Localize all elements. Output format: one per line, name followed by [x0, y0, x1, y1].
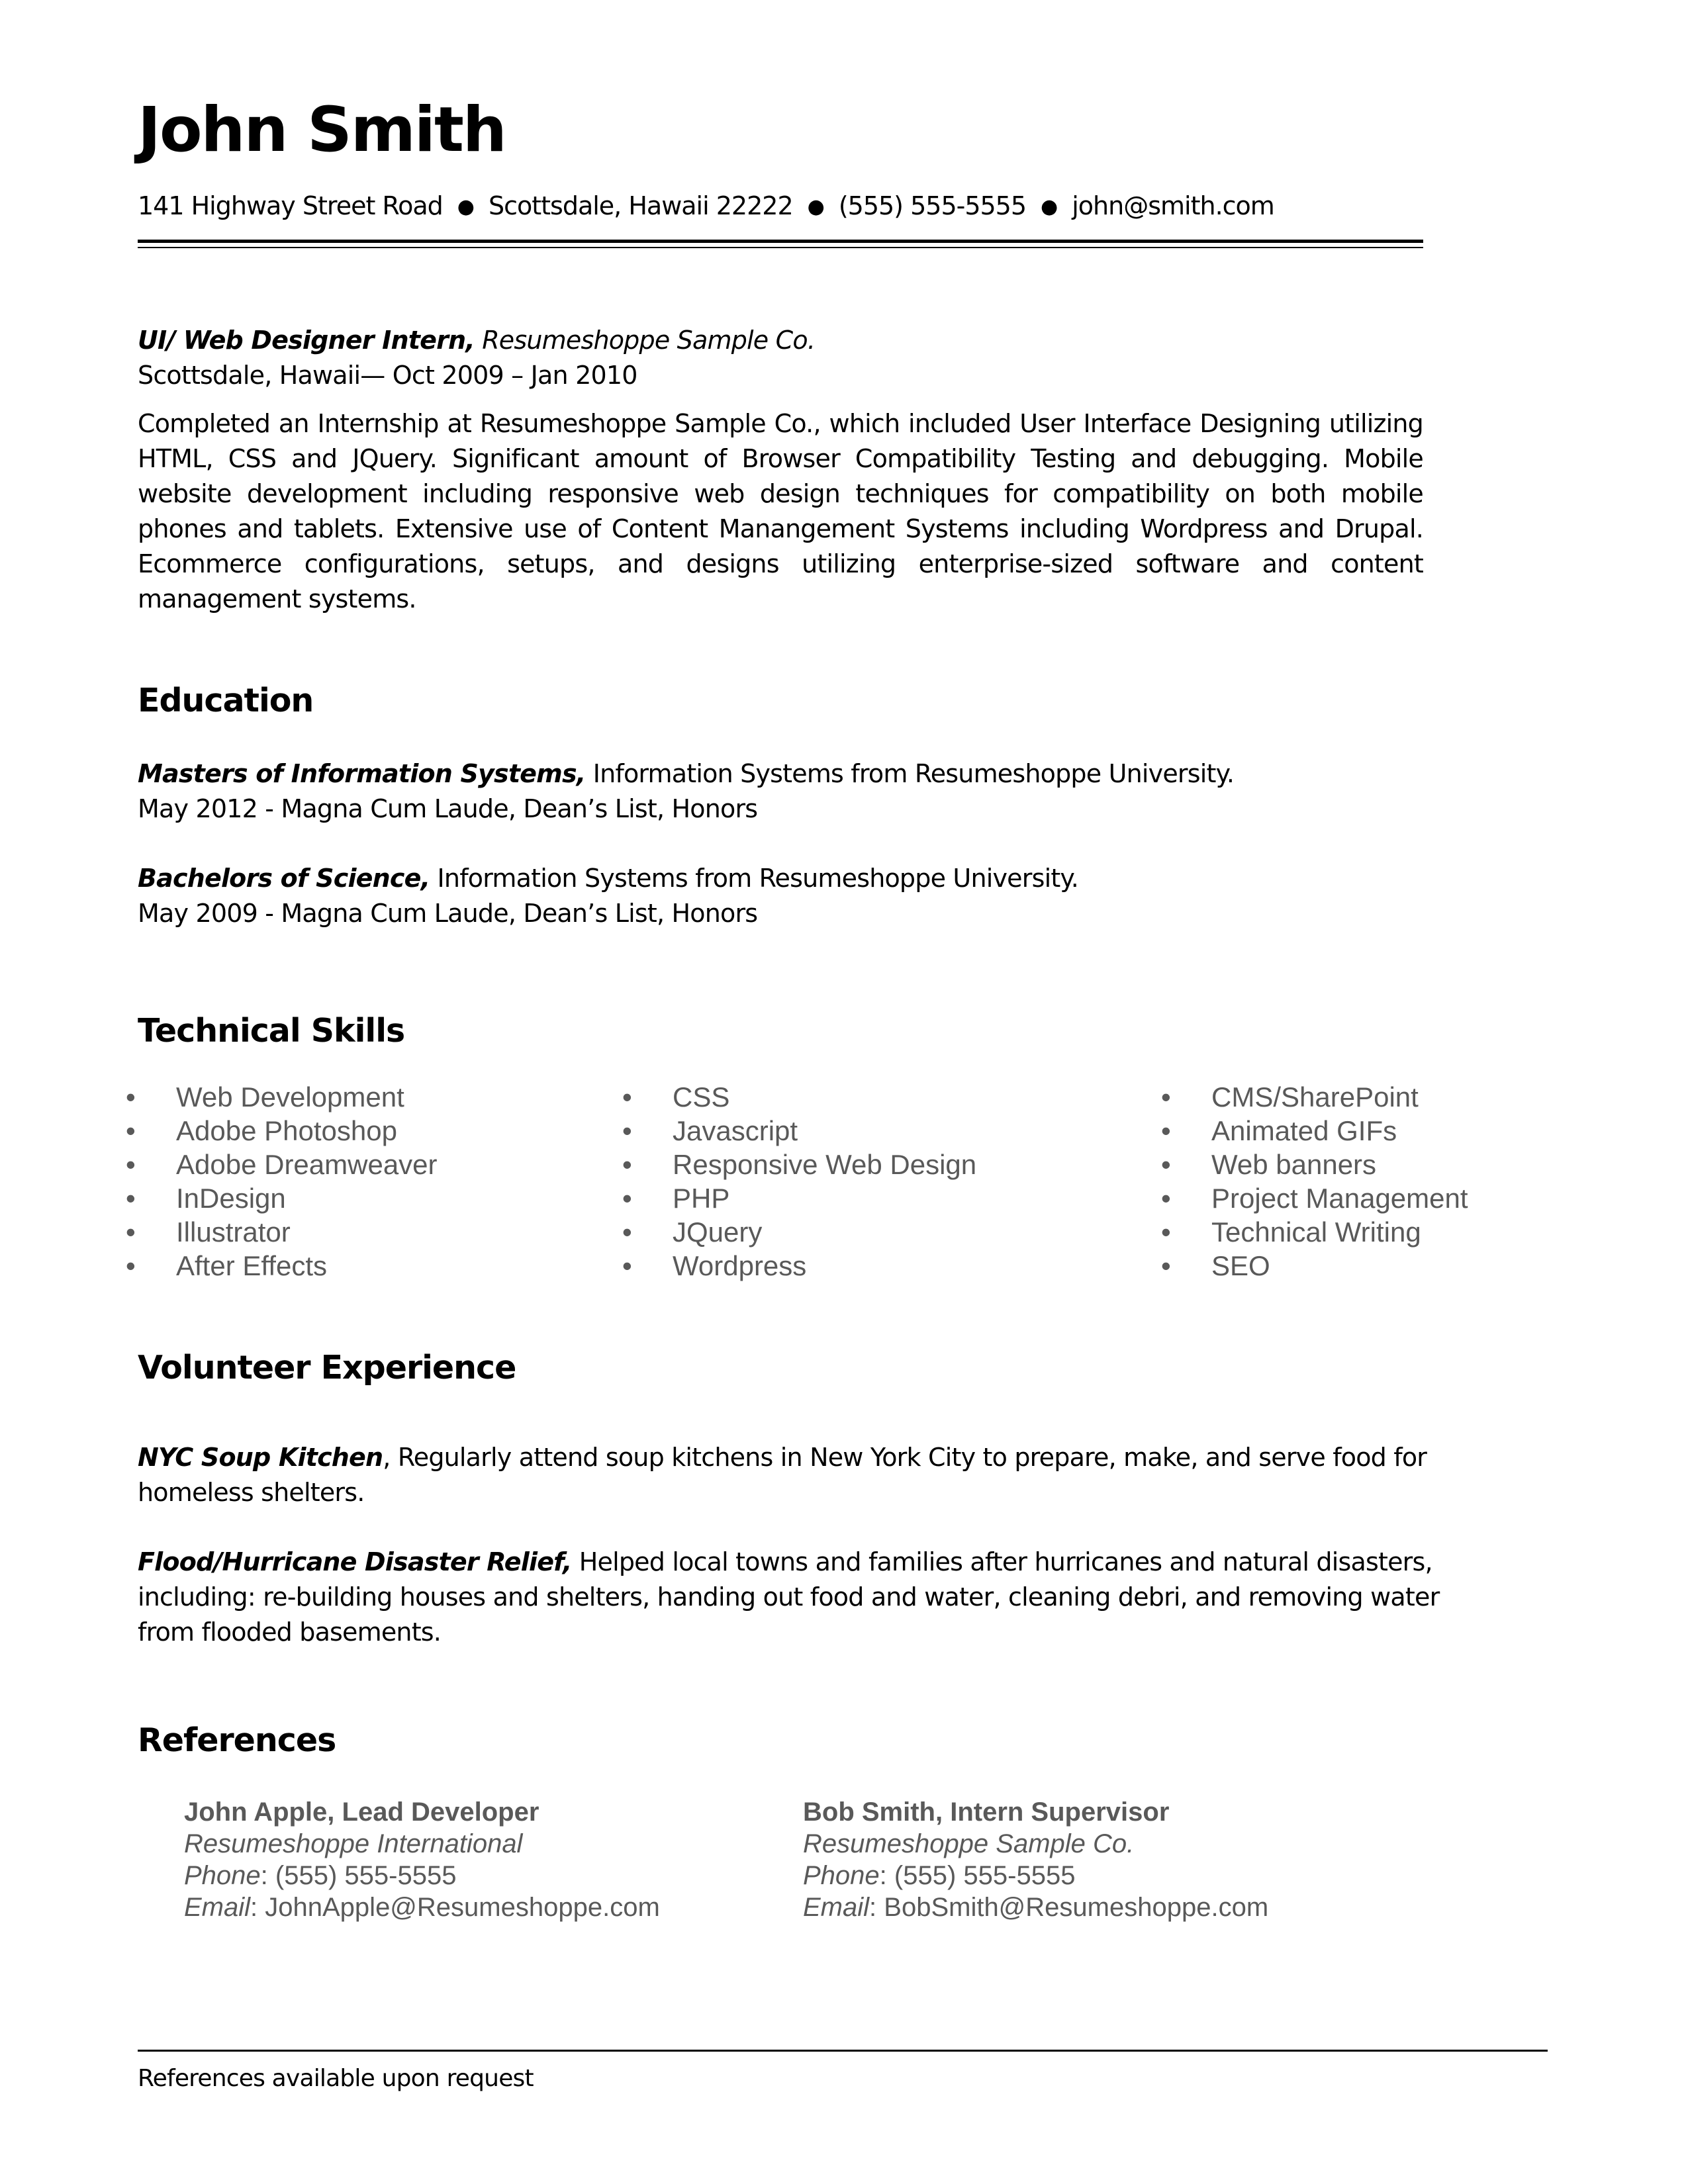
skills-heading: Technical Skills	[138, 1012, 405, 1050]
volunteer-entry	[138, 1440, 1462, 1510]
job-location-dates: Scottsdale, Hawaii— Oct 2009 – Jan 2010	[138, 361, 637, 390]
volunteer-line	[138, 1440, 1462, 1475]
education-honors: May 2012 - Magna Cum Laude, Dean’s List, Honors	[138, 794, 758, 823]
job-company: Resumeshoppe Sample Co.	[482, 326, 816, 355]
skill-item: • CMS/SharePoint	[1161, 1081, 1419, 1113]
reference-phone: Phone: (555) 555-5555	[803, 1861, 1076, 1890]
job-description: Completed an Internship at Resumeshoppe Sample Co., which included User Interface Designing utilizing HTML, CSS and JQuery. Significant amount of Browser Compatibility Testing and debugging. Mobile website development including responsive web design techniques for compatibility on both mobile phones and tablets. Extensive use of Content Manangement Systems including Wordpress and Drupal. Ecommerce configurations, setups, and designs utilizing enterprise-sized software and content management systems.	[138, 409, 1423, 614]
bullet-icon: •	[622, 1081, 632, 1113]
volunteer-text: from flooded basements.	[138, 1617, 442, 1647]
skill-item: • InDesign	[126, 1183, 286, 1214]
skill-item: • Illustrator	[126, 1216, 291, 1248]
skill-item: • Adobe Dreamweaver	[126, 1149, 438, 1180]
bullet-icon: •	[126, 1081, 136, 1113]
reference-company: Resumeshoppe International	[184, 1829, 523, 1858]
skill-item: • Web banners	[1161, 1149, 1377, 1180]
bullet-icon: •	[622, 1216, 632, 1248]
bullet-icon: •	[1161, 1081, 1171, 1113]
education-degree-line	[138, 861, 1078, 896]
skill-item: • PHP	[622, 1183, 730, 1214]
header-rule-thick	[138, 240, 1423, 243]
resume-name: John Smith	[138, 94, 506, 166]
bullet-icon: •	[1161, 1149, 1171, 1180]
reference-name: Bob Smith, Intern Supervisor	[803, 1797, 1170, 1827]
skill-item: • Responsive Web Design	[622, 1149, 977, 1180]
separator-dot: ●	[457, 195, 474, 218]
bullet-icon: •	[126, 1149, 136, 1180]
skill-item: • After Effects	[126, 1250, 327, 1281]
phone-text: (555) 555-5555	[838, 191, 1027, 220]
reference-phone: Phone: (555) 555-5555	[184, 1861, 457, 1890]
degree-title: Bachelors of Science,	[138, 864, 430, 893]
skill-item: • CSS	[622, 1081, 730, 1113]
reference-email-link[interactable]: BobSmith@Resumeshoppe.com	[884, 1893, 1269, 1922]
education-honors: May 2009 - Magna Cum Laude, Dean’s List, Honors	[138, 899, 758, 928]
education-degree-line	[138, 756, 1234, 792]
skill-item: • Technical Writing	[1161, 1216, 1421, 1248]
reference-card	[184, 1796, 660, 1923]
bullet-icon: •	[126, 1216, 136, 1248]
bullet-icon: •	[622, 1149, 632, 1180]
volunteer-heading: Volunteer Experience	[138, 1349, 516, 1387]
separator-dot: ●	[807, 195, 824, 218]
reference-email: Email: BobSmith@Resumeshoppe.com	[803, 1893, 1269, 1922]
degree-detail: Information Systems from Resumeshoppe University.	[592, 759, 1235, 788]
volunteer-org-comma: ,	[383, 1443, 391, 1472]
skill-item: • JQuery	[622, 1216, 763, 1248]
job-title-line	[138, 323, 815, 358]
skill-item: • Project Management	[1161, 1183, 1468, 1214]
bullet-icon: •	[1161, 1183, 1171, 1214]
reference-email-link[interactable]: JohnApple@Resumeshoppe.com	[265, 1893, 660, 1922]
bullet-icon: •	[126, 1183, 136, 1214]
bullet-icon: •	[622, 1115, 632, 1146]
skill-item: • Web Development	[126, 1081, 404, 1113]
volunteer-line	[138, 1545, 1462, 1580]
header-rule-thin	[138, 247, 1423, 248]
volunteer-text: homeless shelters.	[138, 1478, 365, 1507]
bullet-icon: •	[1161, 1115, 1171, 1146]
email-link[interactable]: john@smith.com	[1072, 191, 1274, 220]
skill-item: • Javascript	[622, 1115, 798, 1146]
skills-column-3	[1161, 1080, 1558, 1283]
reference-name: John Apple, Lead Developer	[184, 1797, 539, 1827]
education-heading: Education	[138, 682, 314, 719]
contact-line	[138, 193, 1274, 218]
footer-rule	[138, 2050, 1548, 2052]
degree-detail: Information Systems from Resumeshoppe University.	[437, 864, 1078, 893]
job-title: UI/ Web Designer Intern,	[138, 326, 475, 355]
volunteer-entry	[138, 1545, 1462, 1650]
volunteer-text: Regularly attend soup kitchens in New York City to prepare, make, and serve food for	[397, 1443, 1427, 1472]
bullet-icon: •	[126, 1250, 136, 1281]
address-text: 141 Highway Street Road	[138, 191, 443, 220]
volunteer-org: Flood/Hurricane Disaster Relief,	[138, 1547, 572, 1576]
volunteer-org: NYC Soup Kitchen	[138, 1443, 383, 1472]
reference-email: Email: JohnApple@Resumeshoppe.com	[184, 1893, 660, 1922]
references-heading: References	[138, 1721, 336, 1759]
footer-note: References available upon request	[138, 2065, 534, 2092]
volunteer-text: Helped local towns and families after hurricanes and natural disasters,	[579, 1547, 1432, 1576]
bullet-icon: •	[1161, 1250, 1171, 1281]
skill-item: • Animated GIFs	[1161, 1115, 1397, 1146]
bullet-icon: •	[1161, 1216, 1171, 1248]
degree-title: Masters of Information Systems,	[138, 759, 586, 788]
skill-item: • Adobe Photoshop	[126, 1115, 397, 1146]
skill-item: • Wordpress	[622, 1250, 807, 1281]
bullet-icon: •	[622, 1250, 632, 1281]
bullet-icon: •	[622, 1183, 632, 1214]
volunteer-text: including: re-building houses and shelters, handing out food and water, cleaning debri, and removing water	[138, 1582, 1440, 1612]
bullet-icon: •	[126, 1115, 136, 1146]
skills-column-2	[622, 1080, 1152, 1283]
skill-item: • SEO	[1161, 1250, 1270, 1281]
separator-dot: ●	[1041, 195, 1058, 218]
reference-card	[803, 1796, 1268, 1923]
city-text: Scottsdale, Hawaii 22222	[488, 191, 793, 220]
reference-company: Resumeshoppe Sample Co.	[803, 1829, 1135, 1858]
skills-column-1	[126, 1080, 589, 1283]
